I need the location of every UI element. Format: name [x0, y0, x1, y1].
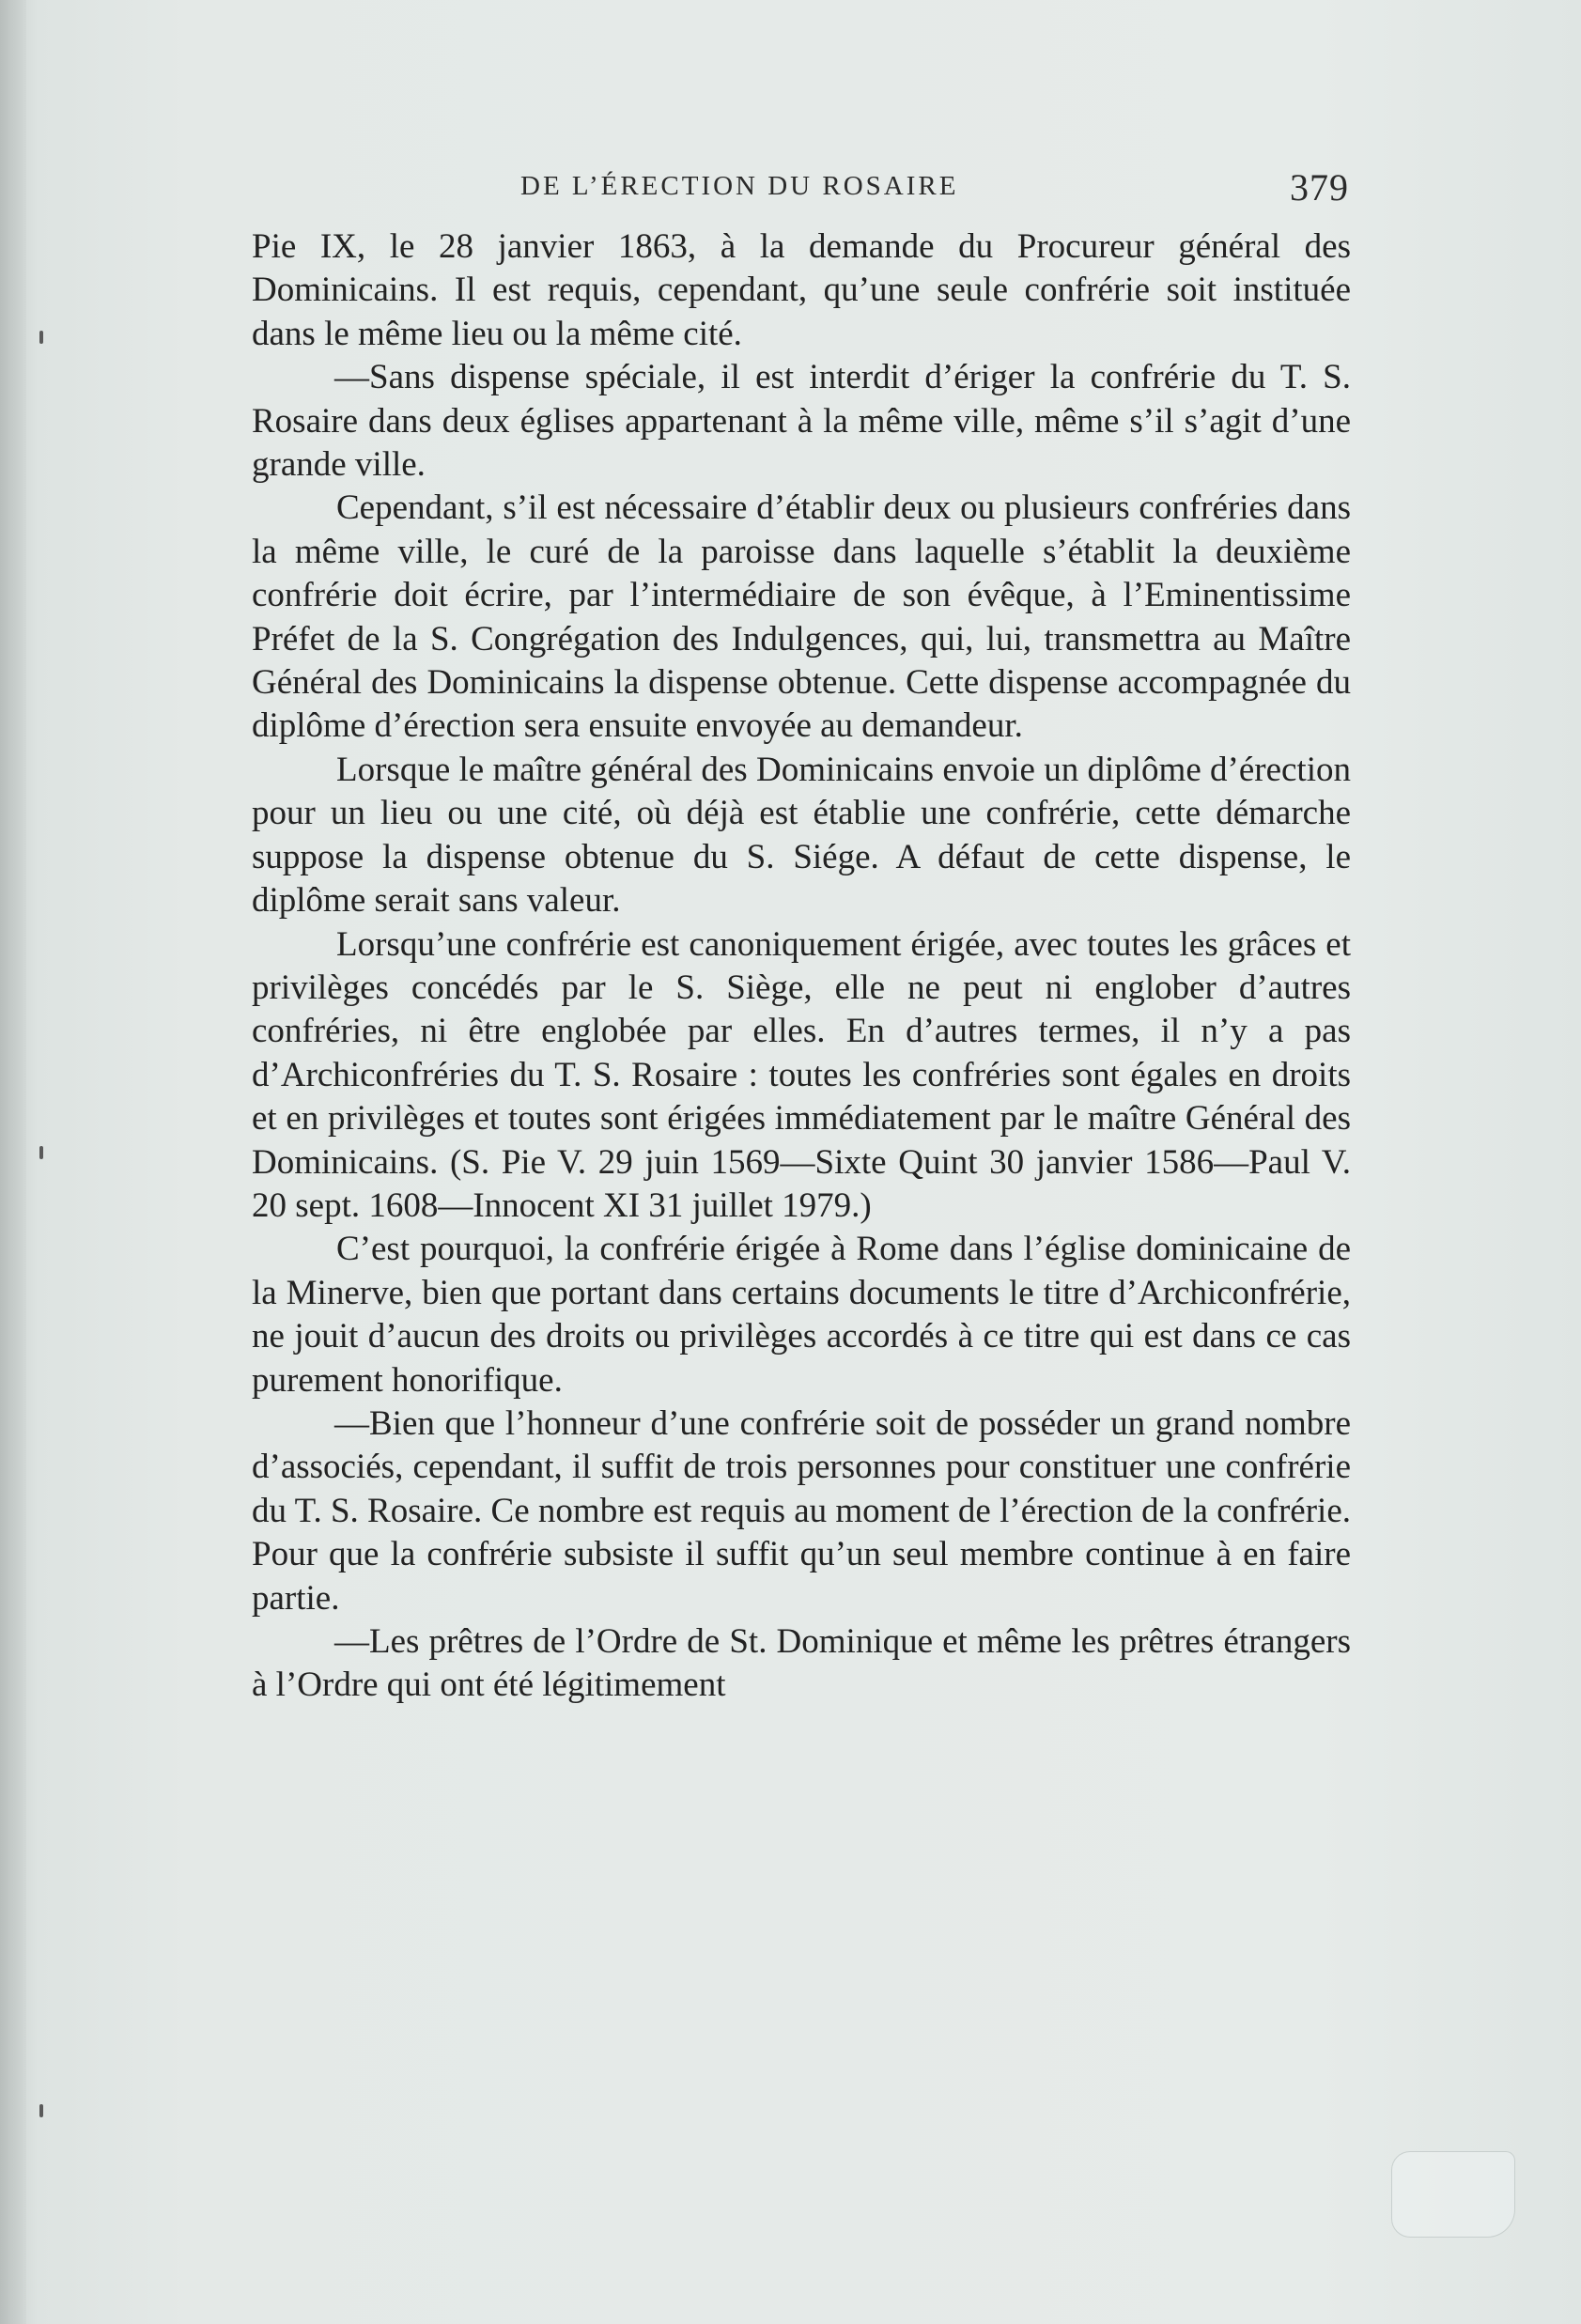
paragraph: —Bien que l’honneur d’une confrérie soit de posséder un grand nombre d’associés, cependant, il suffit de trois personnes pour constituer une confrérie du T. S. Rosaire. Ce nombre est requis au moment de l’érection de la confrérie. Pour que la confrérie subsiste il suffit qu’un seul membre continue à en faire partie.	[252, 1403, 1351, 1618]
running-title: DE L’ÉRECTION DU ROSAIRE	[520, 171, 959, 201]
paragraph: —Sans dispense spéciale, il est interdit d’ériger la confrérie du T. S. Rosaire dans deux églises appartenant à la même ville, même s’il s’agit d’une grande ville.	[252, 358, 1351, 485]
margin-mark	[39, 331, 43, 344]
margin-mark	[39, 2104, 43, 2117]
paper-blemish	[1391, 2151, 1515, 2238]
body-text	[252, 225, 1351, 1708]
paragraph: Lorsque le maître général des Dominicains envoie un diplôme d’érection pour un lieu ou une cité, où déjà est établie une confrérie, cette démarche suppose la dispense obtenue du S. Siége. A défaut de cette dispense, le diplôme serait sans valeur.	[252, 750, 1351, 921]
page-number: 379	[1290, 166, 1349, 209]
paragraph: Cependant, s’il est nécessaire d’établir deux ou plusieurs confréries dans la même ville, le curé de la paroisse dans laquelle s’établit la deuxième confrérie doit écrire, par l’intermédiaire de son évêque, à l’Eminentissime Préfet de la S. Congrégation des Indulgences, qui, lui, transmettra au Maître Général des Dominicains la dispense obtenue. Cette dispense accompagnée du diplôme d’érection sera ensuite envoyée au demandeur.	[252, 488, 1351, 746]
paragraph: Lorsqu’une confrérie est canoniquement érigée, avec toutes les grâces et privilèges concédés par le S. Siège, elle ne peut ni englober d’autres confréries, ni être englobée par elles. En d’autres termes, il n’y a pas d’Archiconfréries du T. S. Rosaire : toutes les confréries sont égales en droits et en privilèges et toutes sont érigées immédiatement par le maître Général des Dominicains. (S. Pie V. 29 juin 1569—Sixte Quint 30 janvier 1586—Paul V. 20 sept. 1608—Innocent XI 31 juillet 1979.)	[252, 924, 1351, 1225]
page-binding-edge	[0, 0, 26, 2324]
paragraph: Pie IX, le 28 janvier 1863, à la demande du Procureur général des Dominicains. Il est requis, cependant, qu’une seule confrérie soit instituée dans le même lieu ou la même cité.	[252, 227, 1351, 353]
paragraph: —Les prêtres de l’Ordre de St. Dominique et même les prêtres étrangers à l’Ordre qui ont été légitimement	[252, 1622, 1351, 1705]
page-header	[254, 166, 1353, 212]
margin-mark	[39, 1146, 43, 1159]
paragraph: C’est pourquoi, la confrérie érigée à Rome dans l’église dominicaine de la Minerve, bien que portant dans certains documents le titre d’Archiconfrérie, ne jouit d’aucun des droits ou privilèges accordés à ce titre qui est dans ce cas purement honorifique.	[252, 1230, 1351, 1400]
